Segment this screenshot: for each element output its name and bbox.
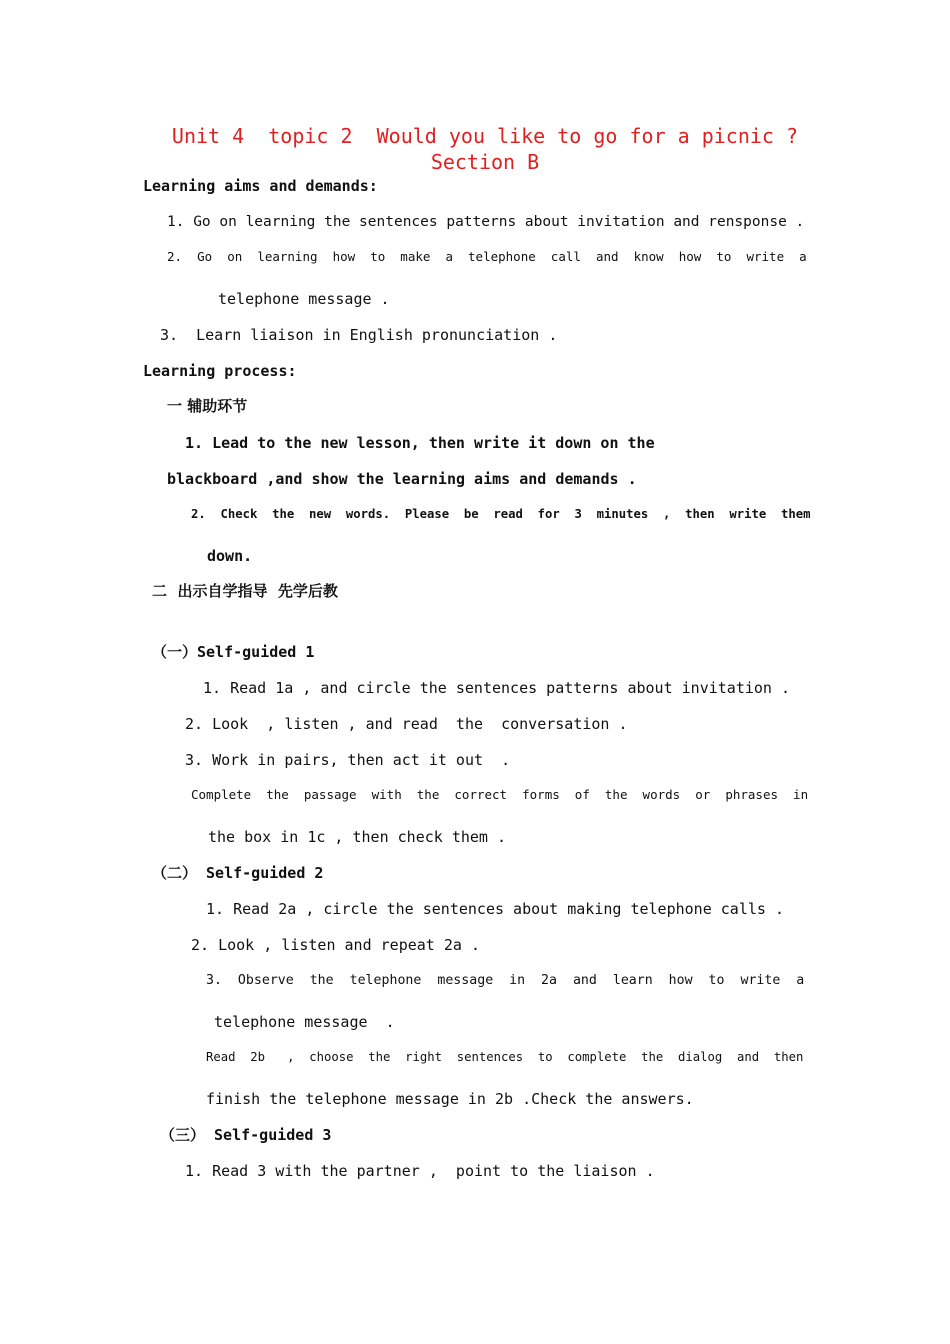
guided-2-heading: （二） Self-guided 2 (152, 864, 324, 882)
guided-1-item-3: 3. Work in pairs, then act it out . (185, 751, 511, 769)
guided-1-item-1: 1. Read 1a , and circle the sentences patterns about invitation . (203, 679, 790, 697)
aims-heading: Learning aims and demands: (143, 177, 378, 195)
guided-2-item-1: 1. Read 2a , circle the sentences about making telephone calls . (206, 900, 784, 918)
guided-1-note: Complete the passage with the correct forms of the words or phrases in (191, 787, 809, 802)
section-1-heading: 一 辅助环节 (167, 397, 248, 415)
guided-3-item-1: 1. Read 3 with the partner , point to the liaison . (185, 1162, 655, 1180)
section-1-item-1: 1. Lead to the new lesson, then write it down on the (185, 434, 655, 452)
guided-2-item-3-cont: telephone message . (214, 1013, 395, 1031)
aims-item-2-cont: telephone message . (218, 290, 390, 308)
aims-item-1: 1. Go on learning the sentences patterns about invitation and rensponse . (167, 214, 805, 230)
guided-1-note-cont: the box in 1c , then check them . (208, 828, 507, 846)
section-1-item-2: 2. Check the new words. Please be read for 3 minutes , then write them (191, 507, 811, 521)
aims-item-2: 2. Go on learning how to make a telephone call and know how to write a (167, 249, 807, 264)
section-2-heading: 二 出示自学指导 先学后教 (152, 582, 338, 600)
guided-1-heading: （一）Self-guided 1 (152, 643, 315, 661)
guided-3-heading: （三） Self-guided 3 (160, 1126, 332, 1144)
document-subtitle: Section B (430, 150, 540, 174)
guided-1-item-2: 2. Look , listen , and read the conversation . (185, 715, 628, 733)
guided-2-note: Read 2b , choose the right sentences to complete the dialog and then (206, 1050, 804, 1064)
aims-item-3: 3. Learn liaison in English pronunciation . (160, 326, 558, 344)
section-1-item-1-cont: blackboard ,and show the learning aims and demands . (167, 470, 637, 488)
guided-2-item-3: 3. Observe the telephone message in 2a and learn how to write a (206, 973, 805, 988)
guided-2-item-2: 2. Look , listen and repeat 2a . (191, 936, 480, 954)
document-title: Unit 4 topic 2 Would you like to go for a picnic ? (171, 124, 799, 148)
section-1-item-2-cont: down. (207, 547, 253, 565)
process-heading: Learning process: (143, 362, 297, 380)
guided-2-note-cont: finish the telephone message in 2b .Check the answers. (206, 1090, 694, 1108)
